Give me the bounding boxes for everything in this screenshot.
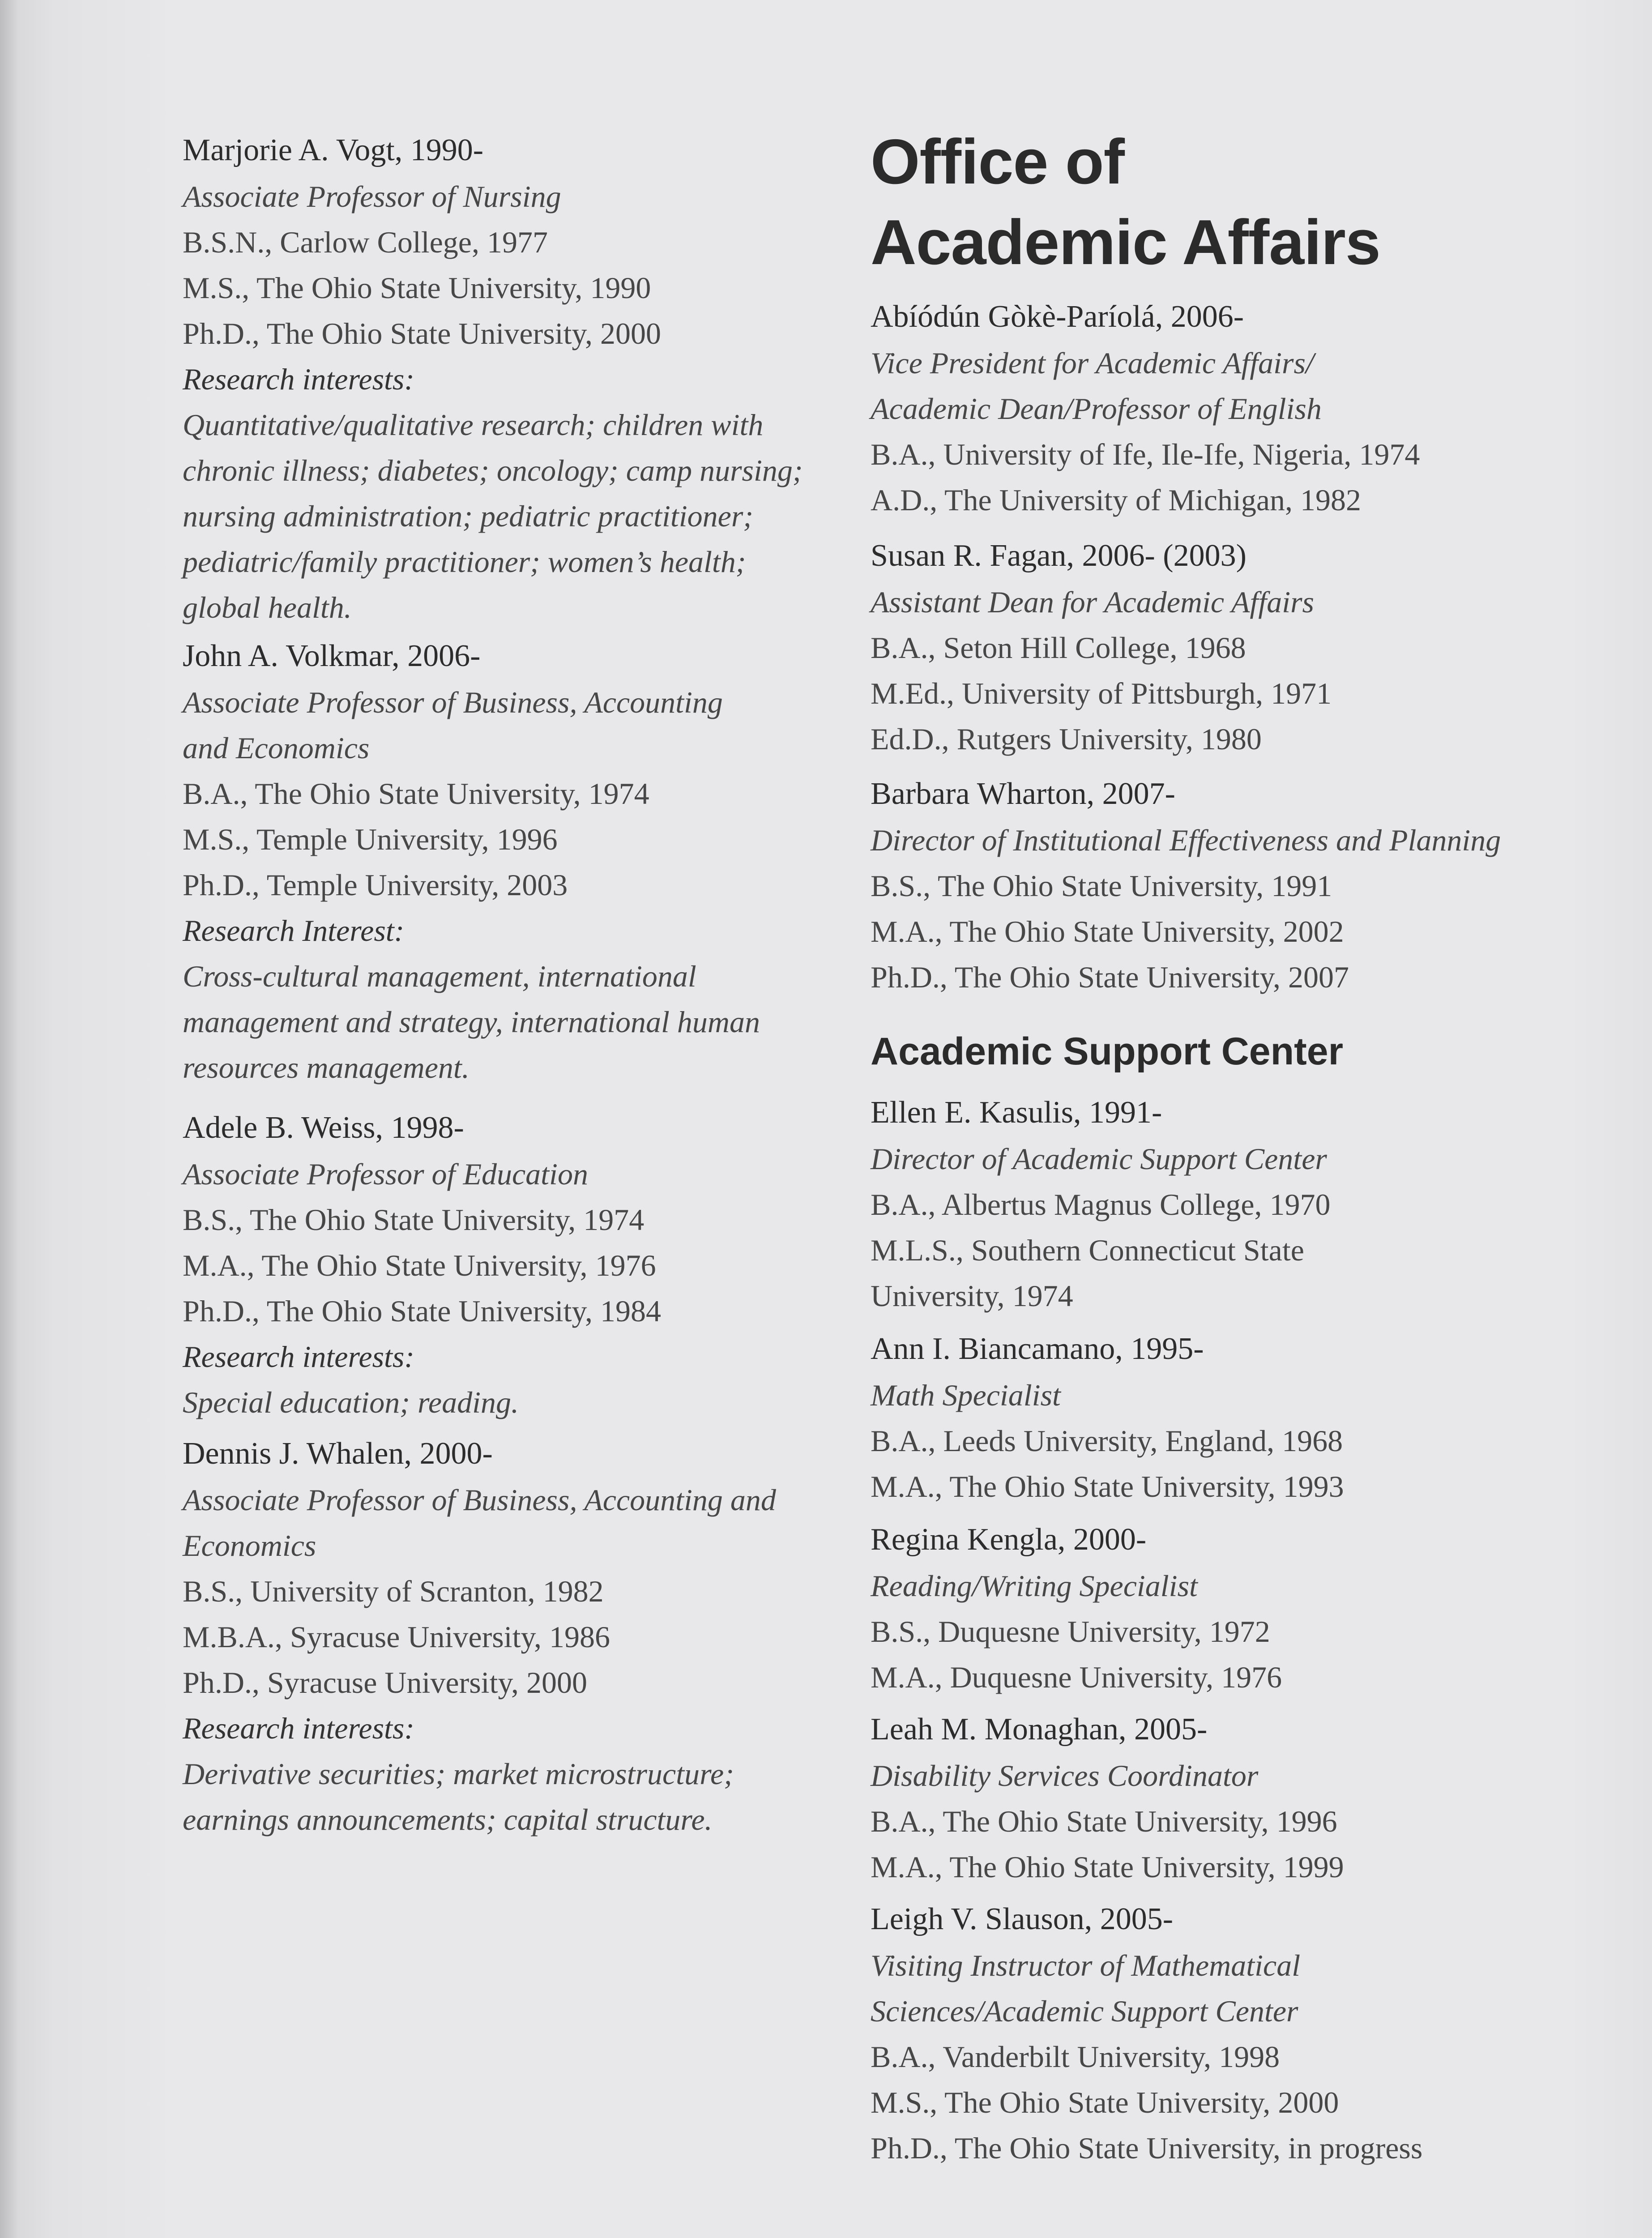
faculty-title: and Economics <box>183 731 370 765</box>
staff-entry-fagan <box>871 533 1332 762</box>
degree-line: M.S., The Ohio State University, 2000 <box>871 2085 1339 2119</box>
faculty-entry-weiss <box>183 1105 661 1425</box>
research-line: resources management. <box>183 1051 470 1085</box>
spine-shadow <box>0 0 18 2238</box>
research-line: nursing administration; pediatric practitioner; <box>183 499 753 533</box>
degree-line: B.S., The Ohio State University, 1974 <box>183 1203 645 1237</box>
faculty-name: Dennis J. Whalen, 2000- <box>183 1436 493 1471</box>
research-line: Derivative securities; market microstructure; <box>183 1757 734 1791</box>
degree-line: B.A., Leeds University, England, 1968 <box>871 1424 1343 1458</box>
degree-line: M.A., Duquesne University, 1976 <box>871 1660 1282 1694</box>
degree-line: B.A., University of Ife, Ile-Ife, Nigeria, 1974 <box>871 437 1420 471</box>
faculty-title: Economics <box>183 1529 316 1563</box>
degree-line: University, 1974 <box>871 1279 1073 1313</box>
faculty-entry-whalen <box>183 1431 776 1842</box>
degree-line: Ed.D., Rutgers University, 1980 <box>871 722 1262 756</box>
degree-line: Ph.D., The Ohio State University, 2007 <box>871 960 1349 994</box>
faculty-title: Associate Professor of Nursing <box>183 179 561 214</box>
degree-line: M.Ed., University of Pittsburgh, 1971 <box>871 676 1332 710</box>
staff-title: Disability Services Coordinator <box>871 1759 1259 1793</box>
staff-name: Ann I. Biancamano, 1995- <box>871 1332 1204 1366</box>
degree-line: M.S., The Ohio State University, 1990 <box>183 271 651 305</box>
staff-name: Leigh V. Slauson, 2005- <box>871 1902 1174 1936</box>
faculty-title: Associate Professor of Business, Accounting and <box>183 1483 776 1517</box>
staff-name: Barbara Wharton, 2007- <box>871 777 1175 811</box>
degree-line: B.A., The Ohio State University, 1996 <box>871 1804 1337 1838</box>
staff-entry-kasulis <box>871 1089 1331 1319</box>
staff-name: Susan R. Fagan, 2006- (2003) <box>871 538 1246 573</box>
research-label: Research Interest: <box>183 914 405 948</box>
degree-line: B.A., Seton Hill College, 1968 <box>871 631 1246 665</box>
degree-line: B.S.N., Carlow College, 1977 <box>183 225 548 259</box>
research-line: Special education; reading. <box>183 1385 519 1419</box>
degree-line: B.S., Duquesne University, 1972 <box>871 1614 1270 1649</box>
degree-line: B.A., The Ohio State University, 1974 <box>183 777 649 811</box>
faculty-title: Associate Professor of Business, Accounting <box>183 685 723 719</box>
degree-line: B.A., Vanderbilt University, 1998 <box>871 2040 1280 2074</box>
staff-title: Director of Institutional Effectiveness and Planning <box>871 823 1501 857</box>
research-label: Research interests: <box>183 1711 415 1745</box>
staff-name: Regina Kengla, 2000- <box>871 1522 1147 1557</box>
faculty-title: Associate Professor of Education <box>183 1157 588 1191</box>
degree-line: A.D., The University of Michigan, 1982 <box>871 483 1362 517</box>
degree-line: B.S., The Ohio State University, 1991 <box>871 869 1332 903</box>
staff-entry-monaghan <box>871 1706 1344 1890</box>
degree-line: Ph.D., The Ohio State University, in progress <box>871 2131 1423 2165</box>
research-line: earnings announcements; capital structure. <box>183 1802 713 1837</box>
research-line: Cross-cultural management, international <box>183 959 696 993</box>
staff-entry-slauson <box>871 1896 1422 2171</box>
degree-line: Ph.D., Syracuse University, 2000 <box>183 1666 588 1700</box>
degree-line: M.A., The Ohio State University, 1976 <box>183 1248 656 1282</box>
staff-title: Sciences/Academic Support Center <box>871 1994 1298 2028</box>
subsection-heading: Academic Support Center <box>871 1030 1344 1073</box>
staff-entry-biancamano <box>871 1326 1344 1509</box>
research-label: Research interests: <box>183 1340 415 1374</box>
degree-line: M.A., The Ohio State University, 1999 <box>871 1850 1344 1884</box>
degree-line: M.A., The Ohio State University, 2002 <box>871 914 1344 948</box>
faculty-name: Marjorie A. Vogt, 1990- <box>183 133 484 167</box>
degree-line: B.S., University of Scranton, 1982 <box>183 1574 604 1608</box>
research-label: Research interests: <box>183 362 415 396</box>
staff-name: Leah M. Monaghan, 2005- <box>871 1712 1208 1747</box>
staff-name: Ellen E. Kasulis, 1991- <box>871 1095 1162 1130</box>
staff-entry-kengla <box>871 1516 1282 1700</box>
research-line: pediatric/family practitioner; women’s health; <box>183 545 746 579</box>
research-line: management and strategy, international human <box>183 1005 760 1039</box>
degree-line: Ph.D., The Ohio State University, 1984 <box>183 1294 662 1328</box>
staff-entry-wharton <box>871 771 1501 1000</box>
research-line: global health. <box>183 590 352 624</box>
section-heading <box>871 122 1380 283</box>
staff-title: Academic Dean/Professor of English <box>871 392 1322 426</box>
faculty-name: John A. Volkmar, 2006- <box>183 639 481 673</box>
section-heading-line: Office of <box>871 126 1124 197</box>
faculty-name: Adele B. Weiss, 1998- <box>183 1110 464 1145</box>
staff-entry-goke-pariola <box>871 294 1420 523</box>
faculty-entry-vogt <box>183 127 803 630</box>
degree-line: M.B.A., Syracuse University, 1986 <box>183 1620 610 1654</box>
degree-line: M.S., Temple University, 1996 <box>183 822 558 856</box>
research-line: chronic illness; diabetes; oncology; camp nursing; <box>183 453 803 487</box>
section-heading-line: Academic Affairs <box>871 207 1380 278</box>
staff-title: Visiting Instructor of Mathematical <box>871 1948 1301 1982</box>
degree-line: M.L.S., Southern Connecticut State <box>871 1233 1304 1267</box>
staff-title: Assistant Dean for Academic Affairs <box>871 585 1315 619</box>
degree-line: B.A., Albertus Magnus College, 1970 <box>871 1187 1331 1222</box>
degree-line: M.A., The Ohio State University, 1993 <box>871 1469 1344 1503</box>
degree-line: Ph.D., The Ohio State University, 2000 <box>183 316 662 350</box>
staff-name: Abíódún Gòkè-Paríolá, 2006- <box>871 299 1244 334</box>
staff-title: Reading/Writing Specialist <box>871 1569 1198 1603</box>
staff-title: Vice President for Academic Affairs/ <box>871 346 1314 380</box>
staff-title: Math Specialist <box>871 1378 1061 1412</box>
staff-title: Director of Academic Support Center <box>871 1142 1327 1176</box>
faculty-entry-volkmar <box>183 633 760 1090</box>
degree-line: Ph.D., Temple University, 2003 <box>183 868 568 902</box>
research-line: Quantitative/qualitative research; children with <box>183 408 764 442</box>
